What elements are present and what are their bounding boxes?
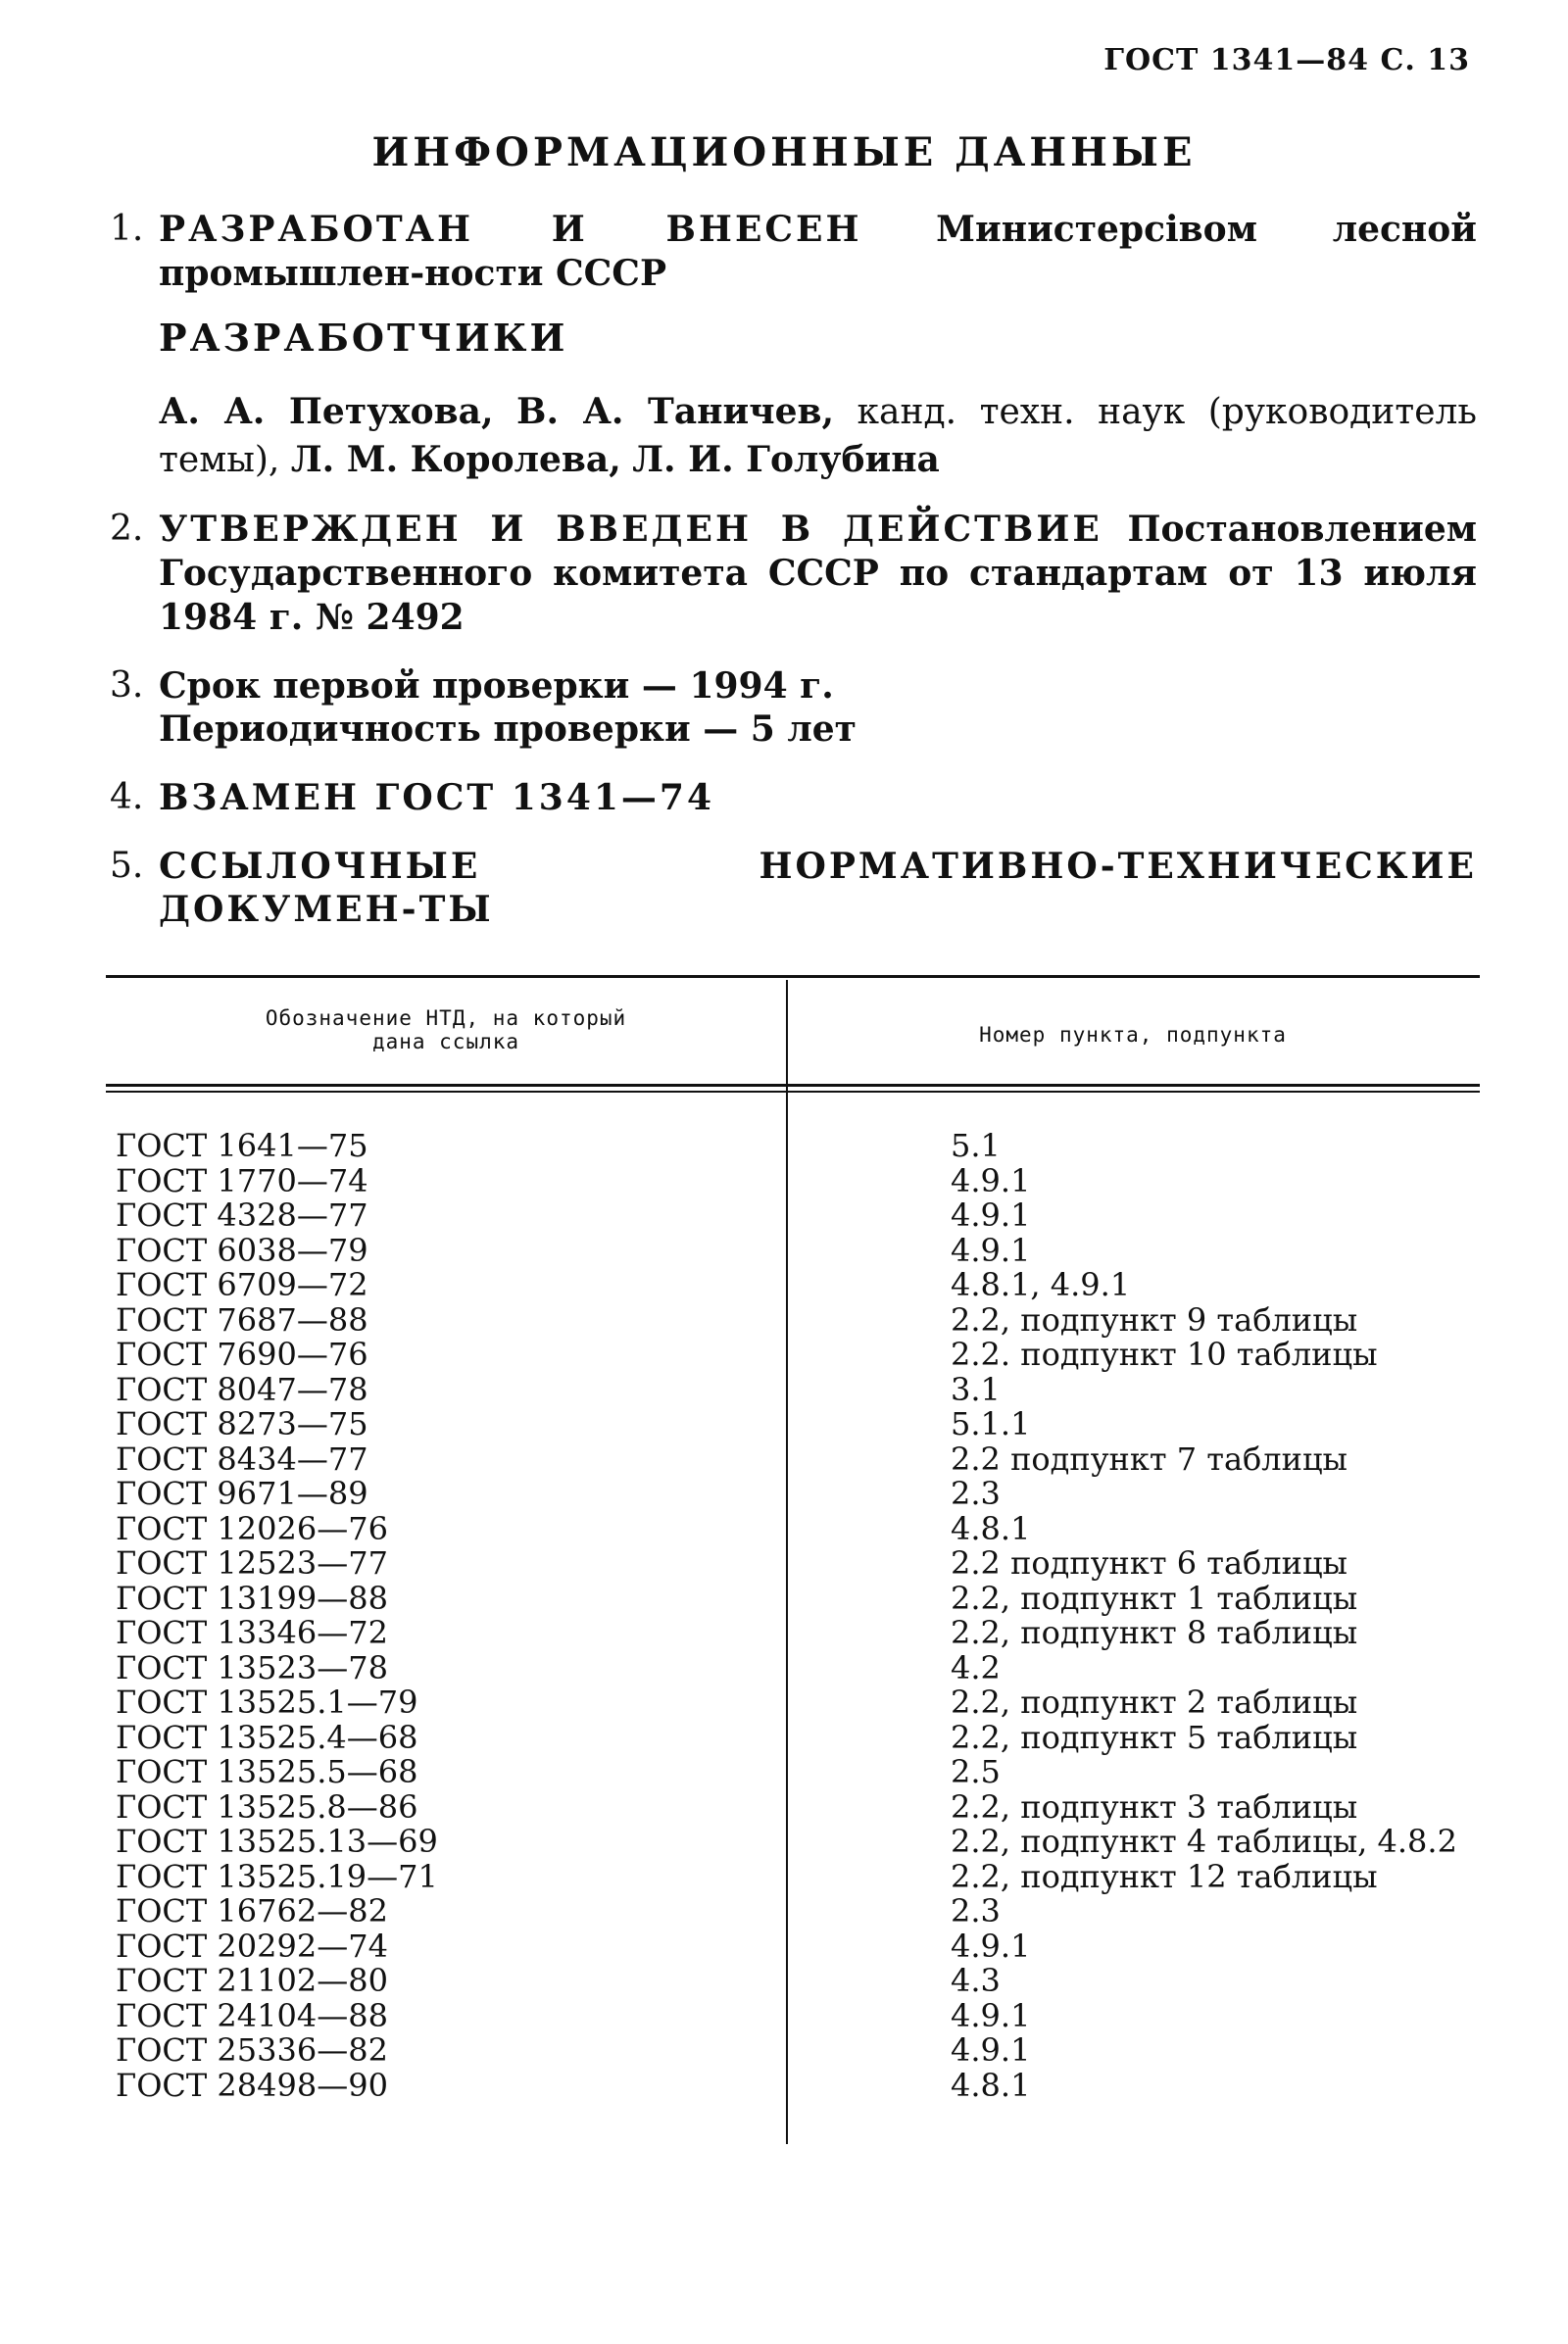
clause-number: 2.2, подпункт 5 таблицы bbox=[951, 1718, 1358, 1756]
author-name: Л. И. Голубина bbox=[632, 439, 940, 480]
ntd-designation: ГОСТ 13525.13—69 bbox=[116, 1823, 438, 1860]
page-title: ИНФОРМАЦИОННЫЕ ДАННЫЕ bbox=[371, 129, 1197, 175]
clause-number: 2.3 bbox=[951, 1892, 1001, 1929]
section-heading: ССЫЛОЧНЫЕ НОРМАТИВНО-ТЕХНИЧЕСКИЕ ДОКУМЕН-ТЫ bbox=[159, 846, 1477, 930]
ntd-designation: ГОСТ 13525.5—68 bbox=[116, 1753, 418, 1790]
table-row bbox=[0, 1338, 1568, 1373]
table-row bbox=[0, 1825, 1568, 1860]
section-number: 1. bbox=[110, 209, 144, 249]
clause-number: 4.9.1 bbox=[951, 1996, 1031, 2034]
section-heading: ВЗАМЕН ГОСТ 1341—74 bbox=[159, 777, 715, 818]
author-name: А. А. Петухова, bbox=[159, 391, 494, 432]
clause-number: 2.2 подпункт 6 таблицы bbox=[951, 1544, 1348, 1582]
table-row bbox=[0, 1685, 1568, 1721]
ntd-designation: ГОСТ 13199—88 bbox=[116, 1579, 388, 1617]
developers-heading: РАЗРАБОТЧИКИ bbox=[159, 316, 568, 360]
section-3 bbox=[110, 664, 1477, 751]
ntd-designation: ГОСТ 1770—74 bbox=[116, 1161, 368, 1199]
header-line: Обозначение НТД, на который bbox=[265, 1006, 627, 1030]
ntd-designation: ГОСТ 4328—77 bbox=[116, 1196, 368, 1234]
clause-number: 2.2, подпункт 8 таблицы bbox=[951, 1614, 1358, 1651]
ntd-designation: ГОСТ 7690—76 bbox=[116, 1336, 368, 1373]
ntd-designation: ГОСТ 13523—78 bbox=[116, 1648, 388, 1686]
clause-number: 2.2, подпункт 1 таблицы bbox=[951, 1579, 1358, 1617]
page-reference: ГОСТ 1341—84 С. 13 bbox=[1103, 43, 1470, 77]
table-row bbox=[0, 1787, 1568, 1826]
clause-number: 5.1.1 bbox=[951, 1405, 1031, 1442]
table-header-designation bbox=[118, 1006, 774, 1053]
clause-number: 4.9.1 bbox=[951, 2031, 1031, 2069]
section-body bbox=[159, 664, 1477, 751]
table-row bbox=[0, 1300, 1568, 1339]
author-name: В. А. Таничев, bbox=[516, 391, 835, 432]
table-header-rule bbox=[106, 1091, 1480, 1093]
table-header-clause: Номер пункта, подпункта bbox=[979, 1023, 1287, 1047]
ntd-designation: ГОСТ 12026—76 bbox=[116, 1509, 388, 1547]
section-1 bbox=[110, 208, 1477, 296]
table-row bbox=[0, 1996, 1568, 2034]
clause-number: 4.8.1, 4.9.1 bbox=[951, 1266, 1131, 1303]
clause-number: 2.3 bbox=[951, 1475, 1001, 1512]
ntd-designation: ГОСТ 8273—75 bbox=[116, 1405, 368, 1442]
clause-number: 2.2, подпункт 3 таблицы bbox=[951, 1787, 1358, 1826]
table-row bbox=[0, 2066, 1568, 2104]
section-2 bbox=[110, 508, 1477, 640]
ntd-designation: ГОСТ 20292—74 bbox=[116, 1927, 388, 1965]
section-number: 3. bbox=[110, 665, 144, 706]
ntd-designation: ГОСТ 13525.8—86 bbox=[116, 1787, 418, 1826]
table-row bbox=[0, 1755, 1568, 1790]
section-number: 5. bbox=[110, 846, 144, 886]
clause-number: 2.2 подпункт 7 таблицы bbox=[951, 1440, 1348, 1478]
header-line: дана ссылка bbox=[371, 1030, 520, 1053]
clause-number: 4.9.1 bbox=[951, 1161, 1031, 1199]
section-4 bbox=[110, 776, 1477, 819]
table-row bbox=[0, 1718, 1568, 1756]
ntd-designation: ГОСТ 8434—77 bbox=[116, 1440, 368, 1478]
author-note: канд. техн. наук (руководитель темы), bbox=[159, 392, 1477, 480]
ntd-designation: ГОСТ 13525.4—68 bbox=[116, 1718, 418, 1756]
table-row bbox=[0, 1616, 1568, 1651]
authors-list bbox=[159, 388, 1477, 484]
ntd-designation: ГОСТ 9671—89 bbox=[116, 1475, 368, 1512]
ntd-designation: ГОСТ 28498—90 bbox=[116, 2066, 388, 2104]
section-number: 2. bbox=[110, 509, 144, 549]
table-top-rule bbox=[106, 975, 1480, 978]
table-row bbox=[0, 1509, 1568, 1547]
ntd-designation: ГОСТ 13525.19—71 bbox=[116, 1857, 438, 1895]
reference-table-body bbox=[0, 1129, 1568, 2103]
table-row bbox=[0, 2033, 1568, 2069]
clause-number: 4.8.1 bbox=[951, 2066, 1031, 2104]
table-row bbox=[0, 1198, 1568, 1234]
table-row bbox=[0, 1442, 1568, 1478]
section-heading: РАЗРАБОТАН И ВНЕСЕН bbox=[159, 209, 862, 250]
clause-number: 2.2, подпункт 4 таблицы, 4.8.2 bbox=[951, 1823, 1457, 1860]
clause-number: 3.1 bbox=[951, 1370, 1001, 1408]
table-row bbox=[0, 1579, 1568, 1617]
clause-number: 2.5 bbox=[951, 1753, 1001, 1790]
table-row bbox=[0, 1407, 1568, 1442]
table-row bbox=[0, 1964, 1568, 1999]
ntd-designation: ГОСТ 7687—88 bbox=[116, 1300, 368, 1339]
table-row bbox=[0, 1929, 1568, 1965]
ntd-designation: ГОСТ 24104—88 bbox=[116, 1996, 388, 2034]
clause-number: 4.2 bbox=[951, 1648, 1001, 1686]
clause-number: 4.8.1 bbox=[951, 1509, 1031, 1547]
ntd-designation: ГОСТ 21102—80 bbox=[116, 1962, 388, 1999]
clause-number: 4.3 bbox=[951, 1962, 1001, 1999]
author-name: Л. М. Королева, bbox=[290, 439, 621, 480]
section-number: 4. bbox=[110, 777, 144, 817]
section-line: Срок первой проверки — 1994 г. bbox=[159, 665, 834, 707]
table-row bbox=[0, 1231, 1568, 1269]
table-row bbox=[0, 1546, 1568, 1582]
ntd-designation: ГОСТ 13525.1—79 bbox=[116, 1684, 418, 1721]
clause-number: 4.9.1 bbox=[951, 1196, 1031, 1234]
clause-number: 2.2, подпункт 2 таблицы bbox=[951, 1684, 1358, 1721]
table-row bbox=[0, 1477, 1568, 1512]
clause-number: 2.2, подпункт 9 таблицы bbox=[951, 1300, 1358, 1339]
ntd-designation: ГОСТ 25336—82 bbox=[116, 2031, 388, 2069]
section-body bbox=[159, 508, 1477, 640]
table-row bbox=[0, 1857, 1568, 1895]
ntd-designation: ГОСТ 8047—78 bbox=[116, 1370, 368, 1408]
section-body bbox=[159, 208, 1477, 296]
section-text: Министерсівом лесной промышлен-ности СССР bbox=[159, 209, 1477, 294]
ntd-designation: ГОСТ 6709—72 bbox=[116, 1266, 368, 1303]
ntd-designation: ГОСТ 16762—82 bbox=[116, 1892, 388, 1929]
clause-number: 5.1 bbox=[951, 1127, 1001, 1164]
section-heading: УТВЕРЖДЕН И ВВЕДЕН В ДЕЙСТВИЕ bbox=[159, 509, 1102, 550]
table-row bbox=[0, 1370, 1568, 1408]
clause-number: 2.2, подпункт 12 таблицы bbox=[951, 1857, 1378, 1895]
ntd-designation: ГОСТ 1641—75 bbox=[116, 1127, 368, 1164]
table-header-rule bbox=[106, 1084, 1480, 1087]
ntd-designation: ГОСТ 6038—79 bbox=[116, 1231, 368, 1269]
table-row bbox=[0, 1648, 1568, 1686]
table-row bbox=[0, 1161, 1568, 1199]
section-text: Постановлением Государственного комитета СССР по стандартам от 13 июля 1984 г. № 2492 bbox=[159, 509, 1477, 638]
ntd-designation: ГОСТ 13346—72 bbox=[116, 1614, 388, 1651]
section-line: Периодичность проверки — 5 лет bbox=[159, 708, 857, 750]
table-row bbox=[0, 1268, 1568, 1303]
table-row bbox=[0, 1894, 1568, 1929]
clause-number: 2.2. подпункт 10 таблицы bbox=[951, 1336, 1378, 1373]
table-row bbox=[0, 1129, 1568, 1164]
clause-number: 4.9.1 bbox=[951, 1927, 1031, 1965]
clause-number: 4.9.1 bbox=[951, 1231, 1031, 1269]
ntd-designation: ГОСТ 12523—77 bbox=[116, 1544, 388, 1582]
section-5 bbox=[110, 845, 1477, 931]
